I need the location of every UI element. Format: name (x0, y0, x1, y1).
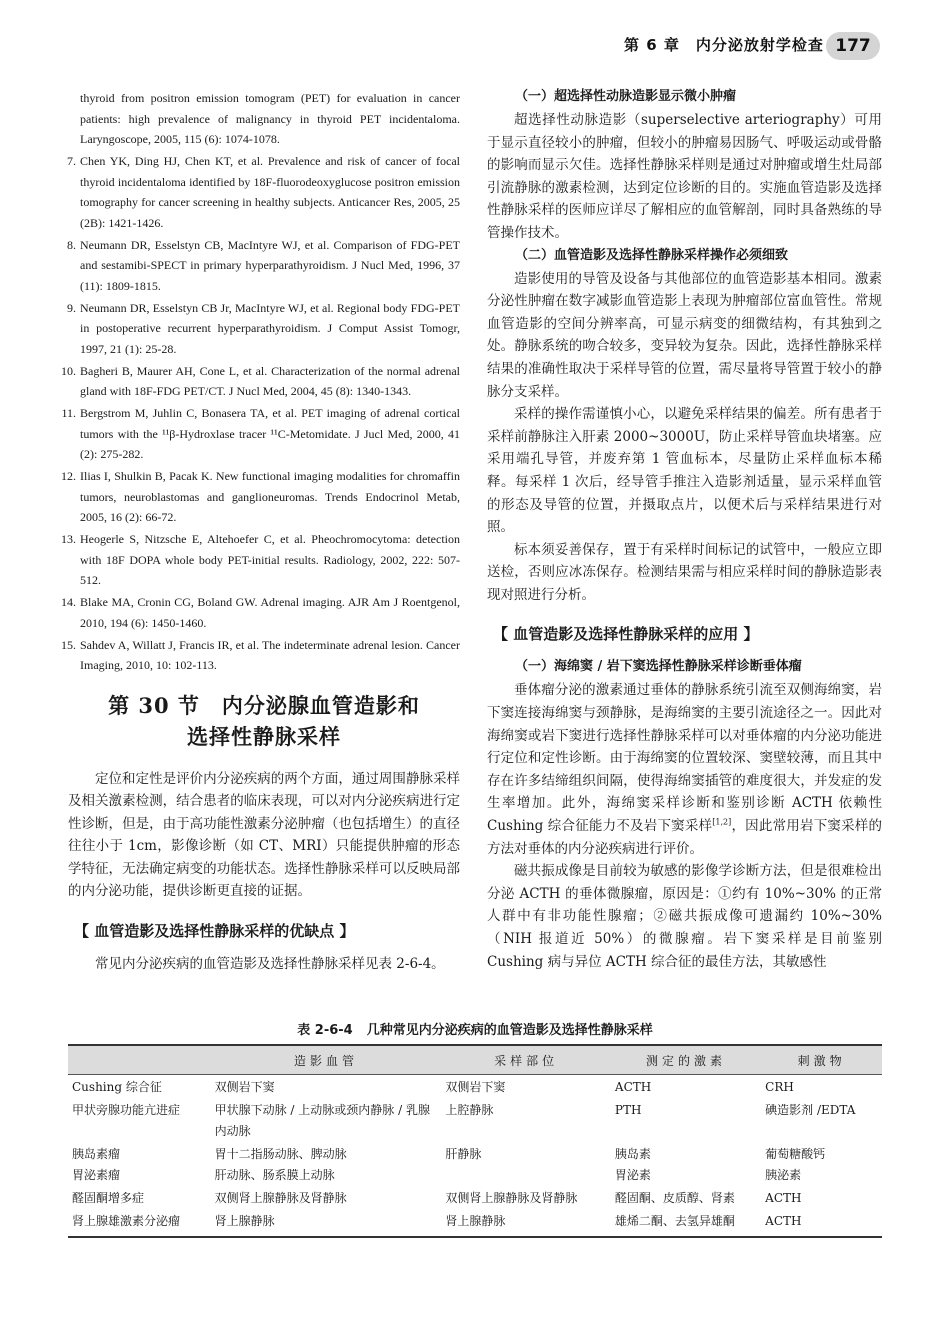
reference-text: thyroid from positron emission tomogram (PET) for evaluation in cancer patients: high prevalence of malignancy in thyroid PET incidentaloma. Laryngoscope, 2005, 115 (6): 1074-1078. (80, 91, 460, 146)
reference-number: 13. (61, 532, 76, 546)
table-cell: 双侧岩下窦 (214, 1080, 275, 1094)
table-cell: 肾上腺雄激素分泌瘤 (68, 1209, 211, 1237)
table-cell: Cushing 综合征 (72, 1080, 162, 1094)
section-title (68, 690, 460, 752)
pros-paragraph: 常见内分泌疾病的血管造影及选择性静脉采样见表 2-6-4。 (95, 956, 445, 973)
table-caption (0, 1019, 950, 1038)
column-header (68, 1045, 211, 1075)
table-cell: 葡萄糖酸钙 胰泌素 (765, 1147, 826, 1182)
table-body (68, 1075, 882, 1238)
table-cell: 甲状腺下动脉 / 上动脉或颈内静脉 / 乳腺内动脉 (214, 1103, 430, 1138)
reference-text: Heogerle S, Nitzsche E, Altehoefer C, et al. Pheochromocytoma: detection with 18F DOPA whole body PET-initial results. Radiology, 2002, 222: 507-512. (80, 532, 460, 587)
reference-number: 11. (61, 406, 76, 420)
page-number: 177 (826, 32, 880, 60)
column-header: 造影血管 (211, 1045, 442, 1075)
reference-text: Neumann DR, Esselstyn CB, MacIntyre WJ, et al. Comparison of FDG-PET and sestamibi-SPECT in primary hyperparathyroidism. J Nucl Med, 1996, 37 (11): 1809-1815. (80, 237, 460, 293)
reference-text: Ilias I, Shulkin B, Pacak K. New functional imaging modalities for chromaffin tumors, neuroblastomas and ganglioneuromas. Trends Endocrinol Metab, 2005, 16 (2): 66-72. (80, 469, 460, 524)
heading-applications: 【 血管造影及选择性静脉采样的应用 】 (493, 625, 759, 644)
reference-item (61, 592, 460, 633)
column-header: 采样部位 (441, 1045, 611, 1075)
reference-item (68, 88, 460, 150)
table-row (68, 1098, 882, 1142)
reference-text: Neumann DR, Esselstyn CB Jr, MacIntyre WJ, et al. Regional body FDG-PET in postoperative recurrent hyperparathyroidism. J Comput Assist Tomogr, 1997, 21 (1): 25-28. (80, 300, 460, 356)
right-column (487, 86, 882, 973)
table-header-row (68, 1045, 882, 1075)
paragraph-mri: 磁共振成像是目前较为敏感的影像学诊断方法，但是很难检出分泌 ACTH 的垂体微腺瘤，原因是：①约有 10%~30% 的正常人群中有非功能性腺瘤；②磁共振成像可遗漏约 10%~30%（NIH 报道近 50%）的微腺瘤。岩下窦采样是目前鉴别 Cushing 病与异位 ACTH 综合征的最佳方法，其敏感性 (487, 863, 882, 970)
paragraph-pituitary-text-end: ，因此常用岩下窦采样的方法对垂体的内分泌疾病进行评价。 (487, 818, 883, 857)
table-cell: ACTH (761, 1209, 882, 1237)
citation: [1,2] (712, 817, 732, 827)
table-cell: 醛固酮增多症 (72, 1191, 145, 1205)
reference-item (68, 151, 460, 233)
reference-number: 7. (67, 154, 76, 168)
table-row (68, 1186, 882, 1209)
table-cell: 碘造影剂 /EDTA (765, 1103, 856, 1117)
table-cell: 雄烯二酮、去氢异雄酮 (611, 1209, 761, 1237)
reference-item (61, 635, 460, 676)
table-cell: 双侧肾上腺静脉及肾静脉 (214, 1191, 347, 1205)
running-header: 第 6 章 内分泌放射学检查 (624, 36, 824, 54)
table-cell: 肾上腺静脉 (211, 1209, 442, 1237)
table-row (68, 1075, 882, 1099)
reference-list (61, 88, 460, 676)
paragraph-catheter: 造影使用的导管及设备与其他部位的血管造影基本相同。激素分泌性肿瘤在数字减影血管造影上表现为肿瘤部位富血管性。常规血管造影的空间分辨率高，可显示病变的细微结构，有其独到之处。静脉系统的吻合较多，变异较为复杂。因此，选择性静脉采样结果的准确性取决于采样导管的位置，需尽量将导管置于较小的静脉分支采样。 (487, 270, 882, 400)
reference-text: Blake MA, Cronin CG, Boland GW. Adrenal imaging. AJR Am J Roentgenol, 2010, 194 (6): 1450-1460. (80, 595, 460, 630)
paragraph-sampling: 采样的操作需谨慎小心，以避免采样结果的偏差。所有患者于采样前静脉注入肝素 2000~3000U，防止采样导管血块堵塞。应采用端孔导管，并废弃第 1 管血标本，尽量防止采样血标本稀释。每采样 1 次后，经导管手推注入造影剂适量，显示采样血管的形态及导管的位置，并摄取点片，以便术后与采样结果进行对照。 (487, 406, 882, 536)
subheading-careful-operation: （二）血管造影及选择性静脉采样操作必须细致 (515, 247, 789, 263)
table-cell: ACTH (614, 1080, 652, 1094)
table-cell: 双侧岩下窦 (445, 1080, 506, 1094)
data-table (68, 1044, 882, 1238)
reference-number: 15. (61, 637, 76, 652)
subheading-superselective: （一）超选择性动脉造影显示微小肿瘤 (515, 89, 737, 104)
paragraph-pituitary-text: 垂体瘤分泌的激素通过垂体的静脉系统引流至双侧海绵窦，岩下窦连接海绵窦与颈静脉，是海绵窦的主要引流途径之一。因此对海绵窦或岩下窦进行选择性静脉采样可以对垂体瘤的内分泌功能进行定位和定性诊断。由于海绵窦的位置较深、窦壁较薄，而且其中存在许多结缔组织间隔，使得海绵窦插管的难度很大，并发症的发生率增加。此外，海绵窦采样诊断和鉴别诊断 ACTH 依赖性 Cushing 综合征能力不及岩下窦采样 (487, 682, 882, 835)
reference-text: Bergstrom M, Juhlin C, Bonasera TA, et al. PET imaging of adrenal cortical tumors with the ¹¹β-Hydroxlase tracer ¹¹C-Metomidate. J Jucl Med, 2000, 41 (2): 275-282. (80, 406, 460, 461)
table-cell: 肾上腺静脉 (441, 1209, 611, 1237)
table-row (68, 1142, 882, 1186)
reference-number: 8. (67, 237, 76, 252)
reference-number: 14. (61, 595, 76, 609)
reference-text: Chen YK, Ding HJ, Chen KT, et al. Prevalence and risk of cancer of focal thyroid incidentaloma identified by 18F-fluorodeoxyglucose positron emission tomography for cancer screening in healthy subjects. Anticancer Res, 2005, 25 (2B): 1421-1426. (80, 154, 460, 230)
paragraph-pituitary (487, 679, 882, 860)
column-header: 刺激物 (761, 1045, 882, 1075)
reference-item (68, 298, 460, 360)
paragraph-superselective: 超选择性动脉造影（superselective arteriography）可用于显示直径较小的肿瘤，但较小的肿瘤易因肠气、呼吸运动或骨骼的影响而显示欠佳。选择性静脉采样则是通过对肿瘤或增生灶局部引流静脉的激素检测，达到定位诊断的目的。实施血管造影及选择性静脉采样的医师应详尽了解相应的血管解剖，同时具备熟练的导管操作技术。 (487, 112, 882, 241)
reference-item (61, 361, 460, 402)
reference-item (61, 529, 460, 591)
section-title-text1: 内分泌腺血管造影和 (221, 692, 420, 718)
table-cell: 胃十二指肠动脉、脾动脉 肝动脉、肠系膜上动脉 (214, 1147, 347, 1182)
section-number: 第 30 节 (108, 692, 200, 718)
table-cell: 双侧肾上腺静脉及肾静脉 (445, 1191, 578, 1205)
paragraph-specimen: 标本须妥善保存，置于有采样时间标记的试管中，一般应立即送检，否则应冰冻保存。检测结果需与相应采样时间的静脉造影表现对照进行分析。 (487, 541, 882, 603)
reference-item (61, 403, 460, 465)
section-title-line2: 选择性静脉采样 (187, 723, 341, 749)
reference-number: 10. (61, 363, 76, 378)
table-cell: 胰岛素瘤 胃泌素瘤 (72, 1147, 121, 1182)
table-cell: PTH (614, 1103, 642, 1117)
table-cell: 醛固酮、皮质醇、肾素 (614, 1191, 735, 1205)
reference-item (68, 235, 460, 297)
table-caption-text: 几种常见内分泌疾病的血管造影及选择性静脉采样 (366, 1023, 653, 1038)
reference-number: 9. (67, 300, 76, 315)
table-cell: 甲状旁腺功能亢进症 (72, 1103, 181, 1117)
table-row (68, 1209, 882, 1237)
intro-paragraph: 定位和定性是评价内分泌疾病的两个方面，通过周围静脉采样及相关激素检测，结合患者的临床表现，可以对内分泌疾病进行定性诊断，但是，由于高功能性激素分泌肿瘤（也包括增生）的直径往往小于 1cm，影像诊断（如 CT、MRI）只能提供肿瘤的形态学特征，无法确定病变的功能状态。选择性静脉采样可以反映局部的内分泌功能，提供诊断更直接的证据。 (68, 770, 460, 900)
table-cell: CRH (765, 1080, 794, 1094)
section-title-line1 (68, 690, 460, 721)
reference-item (61, 466, 460, 528)
left-column (61, 88, 460, 976)
table-cell: 上腔静脉 (445, 1103, 494, 1117)
column-header: 测定的激素 (611, 1045, 761, 1075)
reference-text: Bagheri B, Maurer AH, Cone L, et al. Characterization of the normal adrenal gland with 18F-FDG PET/CT. J Nucl Med, 2004, 45 (8): 1340-1343. (80, 363, 460, 398)
reference-text: Sahdev A, Willatt J, Francis IR, et al. The indeterminate adrenal lesion. Cancer Imaging, 2010, 10: 102-113. (80, 637, 460, 672)
table-cell: ACTH (765, 1191, 802, 1205)
heading-pros-cons: 【 血管造影及选择性静脉采样的优缺点 】 (74, 922, 355, 941)
reference-number: 12. (61, 469, 76, 483)
table-number: 表 2-6-4 (297, 1023, 353, 1038)
table-cell: 肝静脉 (445, 1147, 482, 1161)
table-cell: 胰岛素 胃泌素 (614, 1147, 651, 1182)
subheading-pituitary: （一）海绵窦 / 岩下窦选择性静脉采样诊断垂体瘤 (515, 659, 802, 675)
